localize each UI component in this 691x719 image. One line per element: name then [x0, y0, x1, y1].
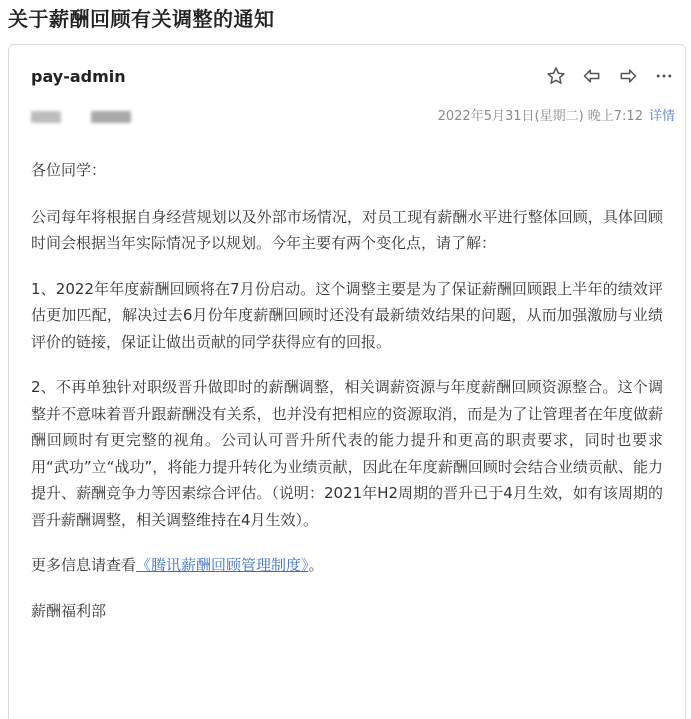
reply-icon[interactable]	[581, 65, 603, 87]
mail-actions	[545, 65, 675, 87]
mail-card	[8, 44, 686, 719]
mail-body	[9, 145, 685, 624]
paragraph-3: 2、不再单独针对职级晋升做即时的薪酬调整，相关调薪资源与年度薪酬回顾资源整合。这个调整并不意味着晋升跟薪酬没有关系，也并没有把相应的资源取消，而是为了让管理者在年度做薪酬回顾时有更完整的视角。公司认可晋升所代表的能力提升和更高的职责要求，同时也要求用“武功”立“战功”，将能力提升转化为业绩贡献，因此在年度薪酬回顾时会结合业绩贡献、能力提升、薪酬竞争力等因素综合评估。（说明：2021年H2周期的晋升已于4月生效，如有该周期的晋升薪酬调整，相关调整维持在4月生效）。	[31, 378, 663, 529]
more-info-suffix: 。	[308, 556, 324, 574]
detail-link[interactable]: 详情	[648, 109, 675, 124]
recipient-blur-2	[91, 111, 131, 123]
mail-title: 关于薪酬回顾有关调整的通知	[8, 7, 275, 31]
forward-icon[interactable]	[617, 65, 639, 87]
paragraph-2: 1、2022年年度薪酬回顾将在7月份启动。这个调整主要是为了保证薪酬回顾跟上半年的绩效评估更加匹配，解决过去6月份年度薪酬回顾时还没有最新绩效结果的问题，从而加强激励与业绩评价的链接，保证让做出贡献的同学获得应有的回报。	[31, 279, 663, 351]
more-icon[interactable]	[653, 65, 675, 87]
star-icon[interactable]	[545, 65, 567, 87]
mail-date: 2022年5月31日(星期二) 晚上7:12	[437, 109, 643, 124]
paragraph-1: 公司每年将根据自身经营规划以及外部市场情况，对员工现有薪酬水平进行整体回顾，具体回顾时间会根据当年实际情况予以规划。今年主要有两个变化点，请了解：	[31, 207, 663, 252]
sender-name[interactable]: pay-admin	[31, 67, 126, 86]
title-bar	[0, 0, 691, 40]
policy-link[interactable]: 《腾讯薪酬回顾管理制度》	[136, 556, 309, 574]
greeting: 各位同学：	[31, 161, 107, 179]
mail-meta	[438, 105, 675, 124]
more-info	[31, 552, 663, 579]
more-info-prefix: 更多信息请查看	[31, 556, 137, 574]
recipient-blur-1	[31, 111, 61, 123]
mail-header	[9, 45, 685, 145]
signature: 薪酬福利部	[31, 601, 107, 620]
recipients-blurred	[31, 111, 131, 123]
